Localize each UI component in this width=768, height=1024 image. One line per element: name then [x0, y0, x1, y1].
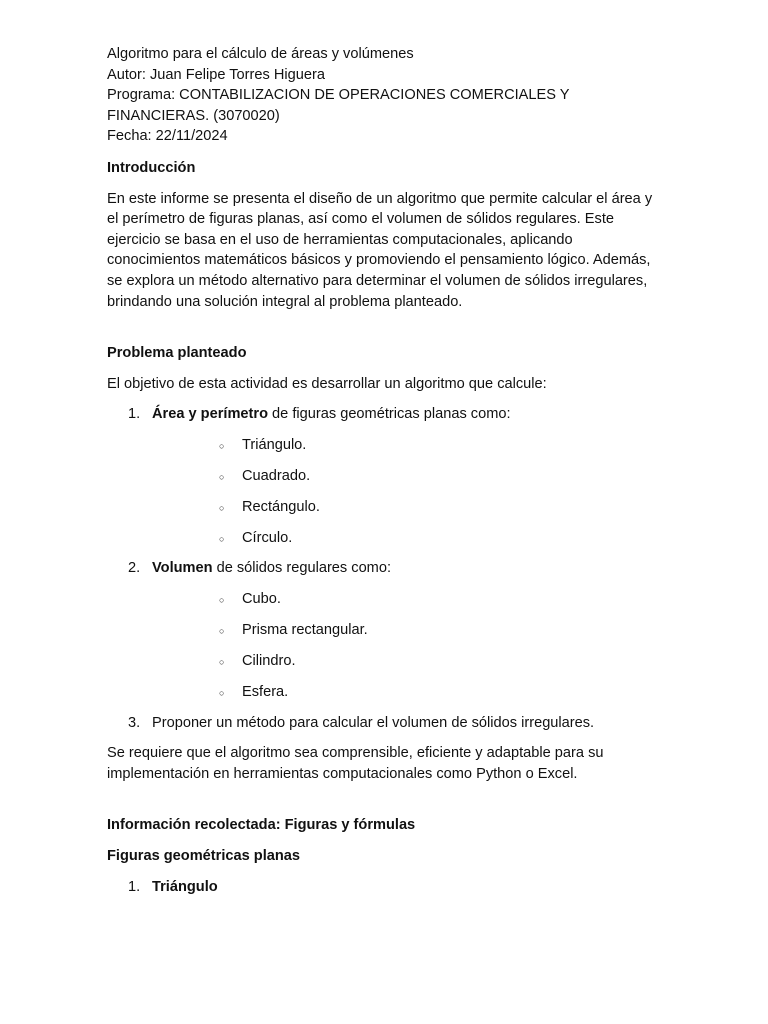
list-number: 3. [128, 714, 141, 731]
hollow-circle-bullet-icon: ○ [219, 595, 225, 606]
list-number: 1. [128, 878, 141, 895]
document-date: Fecha: 22/11/2024 [107, 128, 228, 145]
list-item-triangle [152, 435, 667, 456]
list-item-rectangle [152, 497, 667, 518]
document-title: Algoritmo para el cálculo de áreas y volúmenes [107, 46, 414, 62]
list-number: 1. [128, 406, 141, 423]
hollow-circle-bullet-icon: ○ [219, 441, 225, 452]
hollow-circle-bullet-icon: ○ [219, 688, 225, 699]
objectives-list [107, 404, 667, 733]
list-item-label: Cilindro. [242, 653, 296, 670]
list-number: 2. [128, 560, 141, 577]
list-item-label: Esfera. [242, 684, 289, 701]
plane-figures-heading: Figuras geométricas planas [107, 848, 301, 864]
objective-item-text: de figuras geométricas planas como: [268, 406, 511, 423]
document-page [107, 44, 667, 897]
list-item-label: Prisma rectangular. [242, 622, 368, 639]
problem-heading: Problema planteado [107, 345, 247, 362]
objective-item-text: Proponer un método para calcular el volumen de sólidos irregulares. [152, 714, 595, 731]
document-author: Autor: Juan Felipe Torres Higuera [107, 66, 325, 83]
list-item-cylinder [152, 651, 667, 672]
objective-item-bold-label: Volumen [152, 560, 213, 577]
list-item-square [152, 466, 667, 487]
problem-paragraph: El objetivo de esta actividad es desarrollar un algoritmo que calcule: [107, 375, 547, 392]
list-item-rectangular-prism [152, 620, 667, 641]
objective-item-text: de sólidos regulares como: [212, 560, 392, 577]
objective-item-area-perimeter [107, 404, 667, 548]
list-item-label: Rectángulo. [242, 498, 320, 515]
hollow-circle-bullet-icon: ○ [219, 626, 225, 637]
objective-item-irregular-solids [107, 713, 667, 734]
list-item-label: Cuadrado. [242, 468, 311, 485]
hollow-circle-bullet-icon: ○ [219, 533, 225, 544]
list-item-circle [152, 528, 667, 549]
requirement-paragraph: Se requiere que el algoritmo sea comprensible, eficiente y adaptable para su implementación en herramientas computacionales como Python o Excel. [107, 745, 604, 782]
hollow-circle-bullet-icon: ○ [219, 502, 225, 513]
figure-item-triangle [107, 877, 667, 898]
figure-item-label: Triángulo [152, 878, 218, 895]
document-program-line-2: FINANCIERAS. (3070020) [107, 107, 280, 124]
plane-figures-formula-list [107, 877, 667, 898]
introduction-heading: Introducción [107, 159, 196, 176]
information-heading: Información recolectada: Figuras y fórmulas [107, 817, 416, 834]
objective-item-volume [107, 558, 667, 702]
list-item-label: Círculo. [242, 529, 293, 546]
list-item-label: Triángulo. [242, 437, 307, 454]
list-item-cube [152, 589, 667, 610]
regular-solids-list [152, 589, 667, 702]
list-item-sphere [152, 682, 667, 703]
hollow-circle-bullet-icon: ○ [219, 657, 225, 668]
introduction-paragraph: En este informe se presenta el diseño de un algoritmo que permite calcular el área y el perímetro de figuras planas, así como el volumen de sólidos regulares. Este ejercicio se basa en el uso de herramientas computacionales, aplicando conocimientos matemáticos básicos y promoviendo el pensamiento lógico. Además, se explora un método alternativo para determinar el volumen de sólidos irregulares, brindando una solución integral al problema planteado. [107, 190, 653, 310]
plane-figures-list [152, 435, 667, 548]
document-program-line-1: Programa: CONTABILIZACION DE OPERACIONES COMERCIALES Y [107, 87, 570, 104]
document-header [107, 44, 667, 147]
objective-item-bold-label: Área y perímetro [152, 406, 268, 423]
list-item-label: Cubo. [242, 591, 281, 608]
hollow-circle-bullet-icon: ○ [219, 472, 225, 483]
